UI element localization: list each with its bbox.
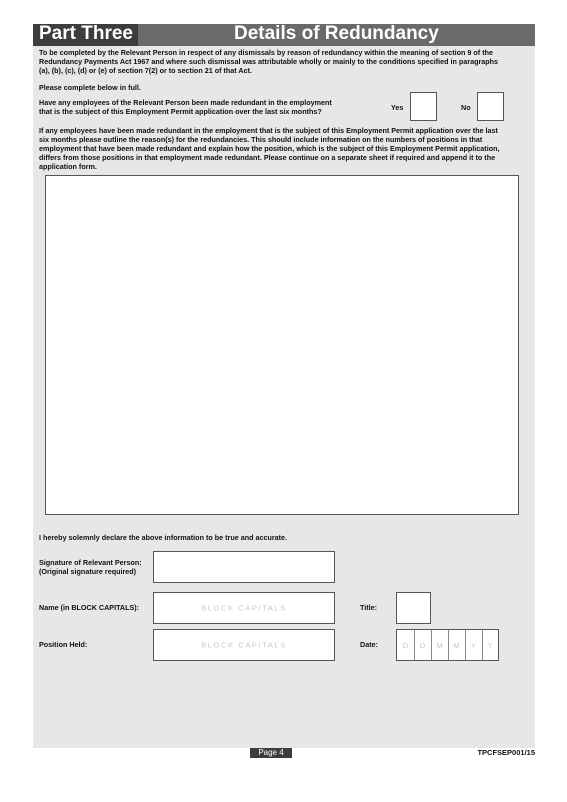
- no-label: No: [461, 103, 471, 112]
- question-line: Have any employees of the Relevant Person been made redundant in the employment: [39, 98, 332, 107]
- form-code: TPCFSEP001/15: [477, 748, 535, 757]
- yes-label: Yes: [391, 103, 404, 112]
- name-field[interactable]: [153, 592, 335, 624]
- part-label-block: [33, 24, 138, 46]
- details-line: differs from those positions in that employment made redundant. Please continue on a separate sheet if required and append it to the: [39, 153, 496, 162]
- intro-line: (a), (b), (c), (d) or (e) of section 7(2) or to section 21 of that Act.: [39, 66, 252, 75]
- details-line: six months please outline the reason(s) for the redundancies. This should include information on the numbers of positions in that: [39, 135, 483, 144]
- date-label: Date:: [360, 640, 378, 649]
- section-header: [33, 24, 535, 46]
- page-number: Page 4: [250, 748, 292, 758]
- date-field[interactable]: [396, 629, 499, 661]
- title-field[interactable]: [396, 592, 431, 624]
- complete-instruction: Please complete below in full.: [39, 83, 141, 92]
- intro-line: To be completed by the Relevant Person in respect of any dismissals by reason of redundancy within the meaning of section 9 of the: [39, 48, 493, 57]
- signature-label-line: Signature of Relevant Person:: [39, 558, 142, 567]
- details-line: application form.: [39, 162, 97, 171]
- name-placeholder: BLOCK CAPITALS: [201, 603, 287, 613]
- no-checkbox[interactable]: [477, 92, 504, 121]
- signature-field[interactable]: [153, 551, 335, 583]
- details-line: employment that have been made redundant and explain how the position, which is the subject of this Employment Permit application,: [39, 144, 500, 153]
- name-label: Name (in BLOCK CAPITALS):: [39, 603, 140, 612]
- signature-label: [39, 558, 142, 576]
- signature-label-line: (Original signature required): [39, 567, 137, 576]
- intro-paragraph: [39, 48, 534, 75]
- date-cell-day: D: [414, 630, 432, 660]
- date-cell-month: M: [431, 630, 449, 660]
- date-cell-year: Y: [465, 630, 483, 660]
- position-field[interactable]: [153, 629, 335, 661]
- title-label: Title:: [360, 603, 378, 612]
- position-placeholder: BLOCK CAPITALS: [201, 640, 287, 650]
- redundancy-details-textarea[interactable]: [45, 175, 519, 515]
- question-line: that is the subject of this Employment Permit application over the last six months?: [39, 107, 322, 116]
- position-label: Position Held:: [39, 640, 88, 649]
- section-title: Details of Redundancy: [234, 23, 439, 44]
- details-line: If any employees have been made redundant in the employment that is the subject of this Employment Permit application over the last: [39, 126, 498, 135]
- intro-line: Redundancy Payments Act 1967 and where such dismissal was attributable wholly or mainly to the conditions specified in paragraphs: [39, 57, 499, 66]
- date-cell-day: D: [397, 630, 415, 660]
- declaration-text: I hereby solemnly declare the above information to be true and accurate.: [39, 533, 288, 542]
- redundancy-question: [39, 98, 379, 116]
- date-cell-year: Y: [487, 640, 493, 650]
- date-cell-month: M: [448, 630, 466, 660]
- yes-checkbox[interactable]: [410, 92, 437, 121]
- part-label: Part Three: [39, 23, 133, 44]
- details-instruction: [39, 126, 534, 171]
